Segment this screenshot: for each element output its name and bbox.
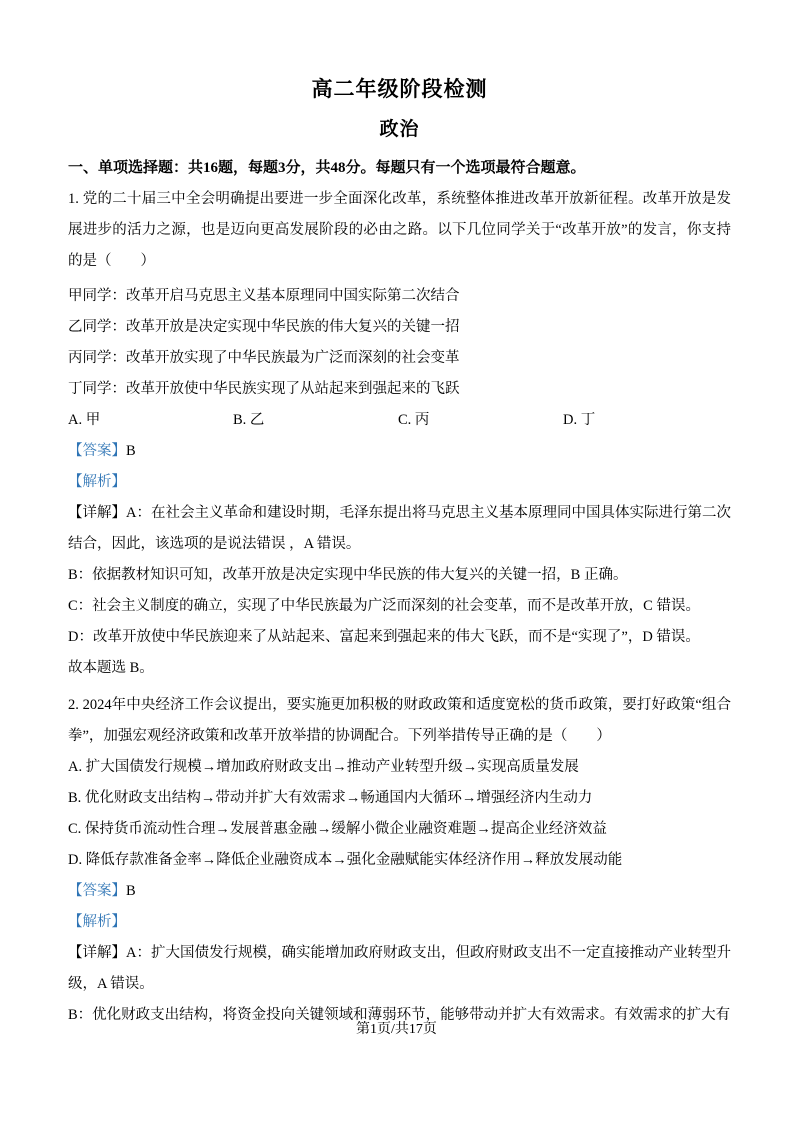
statement-line: 丙同学：改革开放实现了中华民族最为广泛而深刻的社会变革 (68, 350, 460, 366)
page-footer: 第1页/共17页 (356, 1022, 437, 1037)
statement-line: 丁同学：改革开放使中华民族实现了从站起来到强起来的飞跃 (68, 381, 460, 397)
detail-paragraph: 【详解】A：扩大国债发行规模，确实能增加政府财政支出，但政府财政支出不一定直接推动产业转型升级，A 错误。 (68, 945, 731, 992)
option-b: B. 优化财政支出结构→带动并扩大有效需求→畅通国内大循环→增强经济内生动力 (68, 790, 593, 806)
detail-paragraph: D：改革开放使中华民族迎来了从站起来、富起来到强起来的伟大飞跃，而不是“实现了”，D 错误。 (68, 629, 700, 645)
question-1-statements (68, 281, 731, 405)
detail-paragraph: B：优化财政支出结构，将资金投向关键领域和薄弱环节，能够带动并扩大有效需求。有效需求的扩大有 (68, 1007, 731, 1023)
answer-value: B (126, 883, 136, 899)
answer-value: B (126, 443, 136, 459)
question-2-stem: 2. 2024年中央经济工作会议提出，要实施更加积极的财政政策和适度宽松的货币政策，要打好政策“组合拳”，加强宏观经济政策和改革开放举措的协调配合。下列举措传导正确的是（ ） (68, 697, 731, 744)
answer-label: 【答案】 (68, 883, 126, 899)
question-1 (68, 184, 731, 684)
question-1-answer-row (68, 436, 731, 467)
question-2 (68, 690, 731, 1031)
option-c: C. 丙 (398, 412, 430, 428)
statement-line: 乙同学：改革开放是决定实现中华民族的伟大复兴的关键一招 (68, 319, 460, 335)
option-d: D. 降低存款准备金率→降低企业融资成本→强化金融赋能实体经济作用→释放发展动能 (68, 852, 623, 868)
detail-paragraph: C：社会主义制度的确立，实现了中华民族最为广泛而深刻的社会变革，而不是改革开放，C 错误。 (68, 598, 700, 614)
detail-paragraph: B：依据教材知识可知，改革开放是决定实现中华民族的伟大复兴的关键一招，B 正确。 (68, 567, 628, 583)
detail-paragraph: 【详解】A：在社会主义革命和建设时期，毛泽东提出将马克思主义基本原理同中国具体实际进行第二次结合，因此，该选项的是说法错误 ，A 错误。 (68, 505, 731, 552)
statement-line: 甲同学：改革开启马克思主义基本原理同中国实际第二次结合 (68, 288, 460, 304)
analysis-label: 【解析】 (68, 914, 126, 930)
question-1-stem: 1. 党的二十届三中全会明确提出要进一步全面深化改革，系统整体推进改革开放新征程。改革开放是发展进步的活力之源，也是迈向更高发展阶段的必由之路。以下几位同学关于“改革开放”的发言，你支持的是（ ） (68, 191, 731, 269)
answer-label: 【答案】 (68, 443, 126, 459)
detail-paragraph: 故本题选 B。 (68, 660, 154, 676)
question-2-analysis-row (68, 907, 731, 938)
option-a: A. 甲 (68, 412, 101, 428)
question-1-analysis-row (68, 467, 731, 498)
question-1-options (68, 405, 731, 436)
option-c: C. 保持货币流动性合理→发展普惠金融→缓解小微企业融资难题→提高企业经济效益 (68, 821, 607, 837)
page-title: 高二年级阶段检测 (311, 77, 488, 101)
subject-title: 政治 (379, 119, 420, 140)
section-heading: 一、单项选择题：共16题，每题3分，共48分。每题只有一个选项最符合题意。 (68, 160, 586, 176)
option-b: B. 乙 (233, 412, 265, 428)
question-2-answer-row (68, 876, 731, 907)
option-d: D. 丁 (563, 412, 596, 428)
analysis-label: 【解析】 (68, 474, 126, 490)
option-a: A. 扩大国债发行规模→增加政府财政支出→推动产业转型升级→实现高质量发展 (68, 759, 579, 775)
